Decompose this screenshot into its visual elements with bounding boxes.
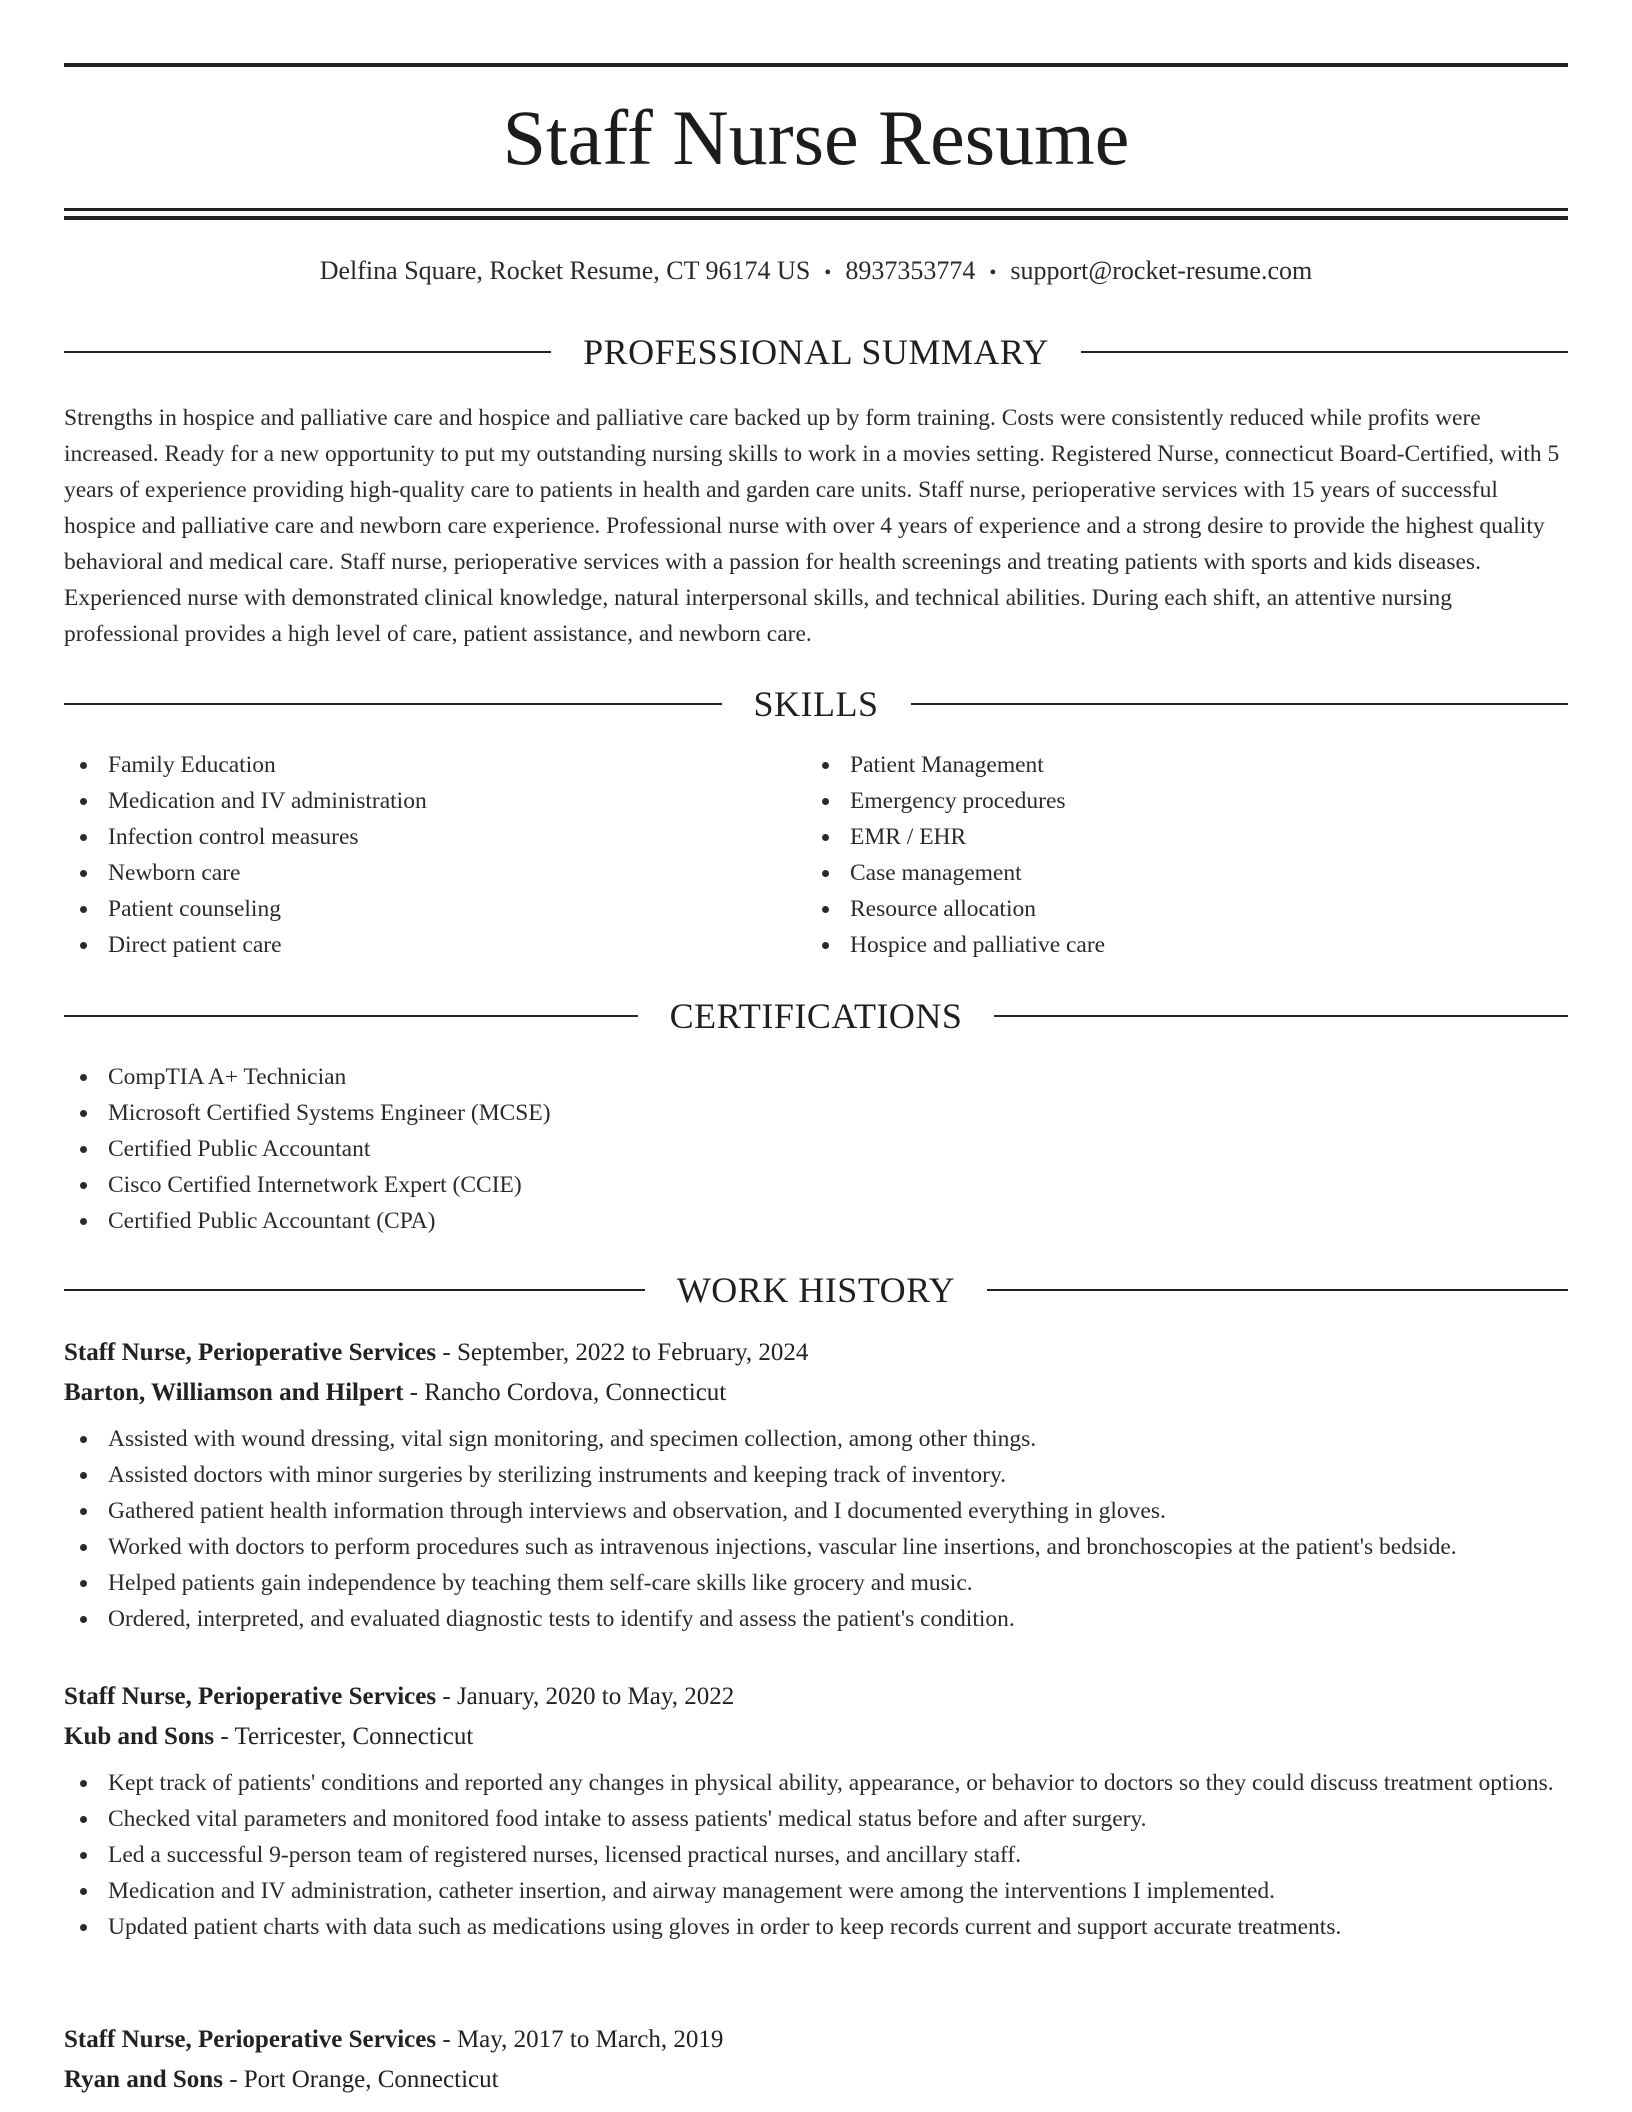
job-entry bbox=[64, 1333, 1568, 1637]
section-heading-skills bbox=[64, 682, 1568, 726]
job-duty-item: Gathered patient health information through interviews and observation, and I documented everything in gloves. bbox=[64, 1493, 1568, 1529]
job-location: Rancho Cordova, Connecticut bbox=[424, 1379, 727, 1406]
skill-item: Direct patient care bbox=[64, 927, 764, 963]
contact-address: Delfina Square, Rocket Resume, CT 96174 US bbox=[319, 256, 811, 285]
section-heading-label: SKILLS bbox=[753, 684, 879, 724]
job-dates: May, 2017 to March, 2019 bbox=[456, 2026, 724, 2053]
skill-item: Family Education bbox=[64, 747, 764, 783]
job-duty-item: Medication and IV administration, catheter insertion, and airway management were among the interventions I implemented. bbox=[64, 1873, 1568, 1909]
job-company-line: Kub and Sons - Terricester, Connecticut bbox=[64, 1723, 474, 1750]
job-company-line: Barton, Williamson and Hilpert - Rancho Cordova, Connecticut bbox=[64, 1379, 727, 1406]
skill-item: Newborn care bbox=[64, 855, 764, 891]
contact-phone: 8937353774 bbox=[845, 256, 976, 285]
skill-item: Infection control measures bbox=[64, 819, 764, 855]
job-duty-item: Checked vital parameters and monitored food intake to assess patients' medical status before and after surgery. bbox=[64, 1801, 1568, 1837]
job-duty-item: Assisted with wound dressing, vital sign monitoring, and specimen collection, among other things. bbox=[64, 1421, 1568, 1457]
job-duty-item: Helped patients gain independence by teaching them self-care skills like grocery and music. bbox=[64, 1565, 1568, 1601]
certification-item: Microsoft Certified Systems Engineer (MCSE) bbox=[64, 1095, 1064, 1131]
job-title: Staff Nurse, Perioperative Services bbox=[64, 1339, 437, 1366]
skill-item: EMR / EHR bbox=[806, 819, 1506, 855]
job-company-line: Ryan and Sons - Port Orange, Connecticut bbox=[64, 2066, 499, 2093]
title-double-rule bbox=[64, 208, 1568, 220]
professional-summary-text: Strengths in hospice and palliative care and hospice and palliative care backed up by form training. Costs were consistently reduced while profits were increased. Ready for a new opportunity to put my outstanding nursing skills to work in a movies setting. Registered Nurse, connecticut Board-Certified, with 5 years of experience providing high-quality care to patients in health and garden care units. Staff nurse, perioperative services with 15 years of successful hospice and palliative care and newborn care experience. Professional nurse with over 4 years of experience and a strong desire to provide the highest quality behavioral and medical care. Staff nurse, perioperative services with a passion for health screenings and treating patients with sports and kids diseases. Experienced nurse with demonstrated clinical knowledge, natural interpersonal skills, and technical abilities. During each shift, an attentive nursing professional provides a high level of care, patient assistance, and newborn care. bbox=[64, 405, 1560, 647]
section-heading-label: WORK HISTORY bbox=[676, 1270, 956, 1310]
job-duty-item: Updated patient charts with data such as medications using gloves in order to keep records current and support accurate treatments. bbox=[64, 1909, 1568, 1945]
section-heading-label: CERTIFICATIONS bbox=[669, 996, 963, 1036]
resume-title: Staff Nurse Resume bbox=[502, 94, 1130, 181]
job-title: Staff Nurse, Perioperative Services bbox=[64, 1683, 437, 1710]
top-rule bbox=[64, 63, 1568, 67]
job-duties-list bbox=[64, 1421, 1568, 1637]
job-dates: January, 2020 to May, 2022 bbox=[456, 1683, 735, 1710]
skill-item: Patient Management bbox=[806, 747, 1506, 783]
section-heading-label: PROFESSIONAL SUMMARY bbox=[583, 332, 1049, 372]
section-heading-work-history bbox=[64, 1268, 1568, 1312]
job-duty-item: Ordered, interpreted, and evaluated diagnostic tests to identify and assess the patient's condition. bbox=[64, 1601, 1568, 1637]
job-title-line: Staff Nurse, Perioperative Services - January, 2020 to May, 2022 bbox=[64, 1683, 735, 1710]
job-duty-item: Worked with doctors to perform procedures such as intravenous injections, vascular line insertions, and bronchoscopies at the patient's bedside. bbox=[64, 1529, 1568, 1565]
skill-item: Case management bbox=[806, 855, 1506, 891]
job-title: Staff Nurse, Perioperative Services bbox=[64, 2026, 437, 2053]
job-company: Barton, Williamson and Hilpert bbox=[64, 1379, 404, 1406]
section-heading-certifications bbox=[64, 994, 1568, 1038]
job-duty-item: Led a successful 9-person team of registered nurses, licensed practical nurses, and ancillary staff. bbox=[64, 1837, 1568, 1873]
job-duties-list bbox=[64, 1765, 1568, 1945]
job-title-line: Staff Nurse, Perioperative Services - September, 2022 to February, 2024 bbox=[64, 1339, 809, 1366]
contact-email: support@rocket-resume.com bbox=[1010, 256, 1313, 285]
job-duty-item: Assisted doctors with minor surgeries by sterilizing instruments and keeping track of inventory. bbox=[64, 1457, 1568, 1493]
job-dates: September, 2022 to February, 2024 bbox=[456, 1339, 809, 1366]
job-entry bbox=[64, 2020, 1568, 2100]
skill-item: Patient counseling bbox=[64, 891, 764, 927]
contact-line bbox=[64, 253, 1568, 291]
job-duty-item: Kept track of patients' conditions and reported any changes in physical ability, appearance, or behavior to doctors so they could discuss treatment options. bbox=[64, 1765, 1568, 1801]
job-entry bbox=[64, 1677, 1568, 1945]
section-heading-summary bbox=[64, 330, 1568, 374]
job-location: Port Orange, Connecticut bbox=[243, 2066, 499, 2093]
job-title-line: Staff Nurse, Perioperative Services - May, 2017 to March, 2019 bbox=[64, 2026, 724, 2053]
skills-list-right bbox=[806, 747, 1506, 963]
skill-item: Emergency procedures bbox=[806, 783, 1506, 819]
certifications-list bbox=[64, 1059, 1064, 1239]
job-location: Terricester, Connecticut bbox=[234, 1723, 474, 1750]
contact-separator: • bbox=[824, 262, 832, 284]
skill-item: Hospice and palliative care bbox=[806, 927, 1506, 963]
certification-item: CompTIA A+ Technician bbox=[64, 1059, 1064, 1095]
certification-item: Certified Public Accountant bbox=[64, 1131, 1064, 1167]
certification-item: Certified Public Accountant (CPA) bbox=[64, 1203, 1064, 1239]
certification-item: Cisco Certified Internetwork Expert (CCIE) bbox=[64, 1167, 1064, 1203]
skill-item: Resource allocation bbox=[806, 891, 1506, 927]
contact-separator: • bbox=[989, 262, 997, 284]
job-company: Kub and Sons bbox=[64, 1723, 215, 1750]
job-company: Ryan and Sons bbox=[64, 2066, 223, 2093]
skills-list-left bbox=[64, 747, 764, 963]
skill-item: Medication and IV administration bbox=[64, 783, 764, 819]
